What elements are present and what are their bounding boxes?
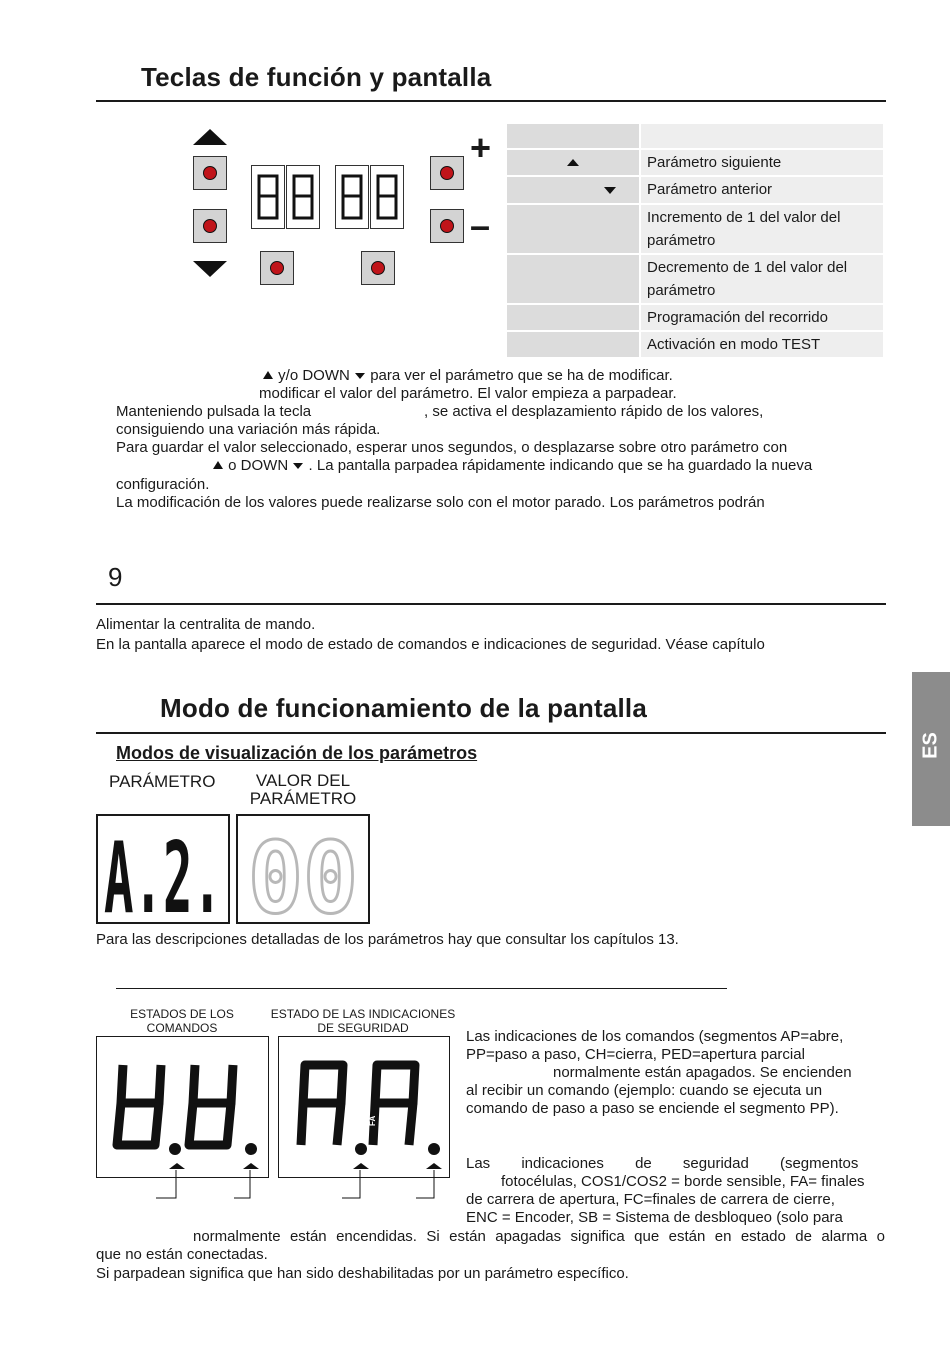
label-safety-line-2: DE SEGURIDAD: [317, 1021, 409, 1035]
safety-explanation: [466, 1155, 885, 1227]
section-title-display-mode: Modo de funcionamiento de la pantalla: [160, 693, 647, 723]
para-line-4: consiguiendo una variación más rápida.: [116, 421, 381, 438]
parameter-display: [96, 814, 230, 924]
title-rule: [96, 100, 886, 102]
parameter-value: 00: [248, 822, 358, 922]
para-line-2: modificar el valor del parámetro. El valor empieza a parpadear.: [259, 385, 677, 402]
label-command-line-2: COMANDOS: [146, 1021, 218, 1035]
section-rule: [96, 603, 886, 605]
para-line-1: y/o DOWN para ver el parámetro que se ha de modificar.: [262, 367, 673, 385]
command-text-line: normalmente están apagados. Se encienden: [553, 1064, 852, 1081]
command-text-line: al recibir un comando (ejemplo: cuando se ejecuta un: [466, 1082, 823, 1099]
down-key[interactable]: [193, 209, 227, 243]
led-dot: [440, 166, 454, 180]
table-row: Decremento de 1 del valor del parámetro: [506, 254, 884, 304]
subtitle-visualization: Modos de visualización de los parámetros: [116, 743, 478, 763]
eight-segment-icon: [336, 166, 368, 228]
startup-line-1: Alimentar la centralita de mando.: [96, 616, 316, 633]
minus-key[interactable]: [430, 209, 464, 243]
label-command-line-1: ESTADOS DE LOS: [130, 1007, 234, 1021]
eight-segment-icon: [252, 166, 284, 228]
label-value-line-1: VALOR DEL: [255, 771, 351, 790]
label-parameter: PARÁMETRO: [109, 772, 216, 791]
safety-segments-icon: [279, 1037, 449, 1177]
digit-box-2: [286, 165, 320, 229]
up-key[interactable]: [193, 156, 227, 190]
table-row: Incremento de 1 del valor del parámetro: [506, 204, 884, 254]
pointer-lines: [150, 1170, 450, 1200]
key-bottom-left[interactable]: [260, 251, 294, 285]
command-status-display: [96, 1036, 269, 1178]
para-line-5: Para guardar el valor seleccionado, esperar unos segundos, o desplazarse sobre otro parámetro con: [116, 439, 788, 456]
led-dot: [203, 166, 217, 180]
value-digits-icon: [238, 816, 368, 922]
label-value: [236, 772, 370, 808]
led-dot: [440, 219, 454, 233]
section-number: 9: [108, 562, 123, 592]
table-header-row: [506, 123, 884, 149]
label-value-line-2: PARÁMETRO: [249, 789, 357, 808]
table-row: Programación del recorrido: [506, 304, 884, 331]
command-text-line: Las indicaciones de los comandos (segmentos AP=abre,: [466, 1028, 844, 1045]
safety-status-display: [278, 1036, 450, 1178]
value-display: [236, 814, 370, 924]
plus-symbol: +: [470, 127, 492, 168]
down-triangle-icon: [603, 185, 617, 195]
label-safety-status: [270, 1007, 456, 1035]
plus-key[interactable]: [430, 156, 464, 190]
language-tab-label: ES: [919, 732, 942, 759]
minus-symbol: –: [470, 205, 491, 246]
key-bottom-right[interactable]: [361, 251, 395, 285]
divider-line: [116, 988, 727, 989]
eight-segment-icon: [287, 166, 319, 228]
para-line-8: La modificación de los valores puede realizarse solo con el motor parado. Los parámetros podrán: [116, 494, 765, 511]
safety-text-line: Las indicaciones de seguridad (segmentos: [466, 1155, 859, 1172]
safety-text-line-11: que no están conectadas.: [96, 1246, 268, 1263]
led-dot: [371, 261, 385, 275]
label-command-status: [96, 1007, 268, 1035]
up-triangle-icon: [212, 460, 224, 470]
para-line-6: o DOWN . La pantalla parpadea rápidamente indicando que se ha guardado la nueva: [212, 457, 812, 475]
language-tab: [912, 672, 950, 826]
led-dot: [203, 219, 217, 233]
digit-box-4: [370, 165, 404, 229]
section-title-keys: Teclas de función y pantalla: [141, 62, 492, 92]
safety-text-line: ENC = Encoder, SB = Sistema de desbloqueo (solo para: [466, 1209, 843, 1226]
table-row: Parámetro anterior: [506, 176, 884, 204]
command-segments-icon: [97, 1037, 268, 1177]
up-triangle-icon: [566, 157, 580, 167]
safety-text-line-12: Si parpadean significa que han sido deshabilitadas por un parámetro específico.: [96, 1265, 629, 1282]
safety-text-line: de carrera de apertura, FC=finales de carrera de cierre,: [466, 1191, 835, 1208]
up-arrow-icon: [192, 128, 228, 146]
segment-label-fa: FA: [368, 1115, 377, 1126]
command-explanation: [466, 1028, 885, 1118]
section-rule: [96, 732, 886, 734]
digit-box-1: [251, 165, 285, 229]
safety-text-line: fotocélulas, COS1/COS2 = borde sensible, FA= finales: [501, 1173, 865, 1190]
command-text-line: PP=paso a paso, CH=cierra, PED=apertura parcial: [466, 1046, 805, 1063]
parameter-description: Para las descripciones detalladas de los parámetros hay que consultar los capítulos 13.: [96, 931, 679, 948]
down-arrow-icon: [192, 260, 228, 278]
table-row: Parámetro siguiente: [506, 149, 884, 176]
down-triangle-icon: [292, 460, 304, 470]
parameter-code: A.2.: [104, 822, 222, 922]
function-table: [505, 122, 885, 359]
label-safety-line-1: ESTADO DE LAS INDICACIONES: [270, 1007, 456, 1021]
startup-line-2: En la pantalla aparece el modo de estado de comandos e indicaciones de seguridad. Véase capítulo: [96, 636, 765, 653]
eight-segment-icon: [371, 166, 403, 228]
up-triangle-icon: [262, 370, 274, 380]
safety-text-line-10: normalmente están encendidas. Si están apagadas significa que están en estado de alarma o: [193, 1228, 885, 1245]
para-line-7: configuración.: [116, 476, 210, 493]
command-text-line: comando de paso a paso se enciende el segmento PP).: [466, 1100, 839, 1117]
parameter-digits-icon: [98, 816, 228, 922]
led-dot: [270, 261, 284, 275]
para-line-3b: , se activa el desplazamiento rápido de los valores,: [424, 403, 764, 420]
digit-box-3: [335, 165, 369, 229]
segment-label-fc: FC: [418, 1123, 427, 1134]
table-row: Activación en modo TEST: [506, 331, 884, 358]
down-triangle-icon: [354, 370, 366, 380]
para-line-3a: Manteniendo pulsada la tecla: [116, 403, 312, 420]
